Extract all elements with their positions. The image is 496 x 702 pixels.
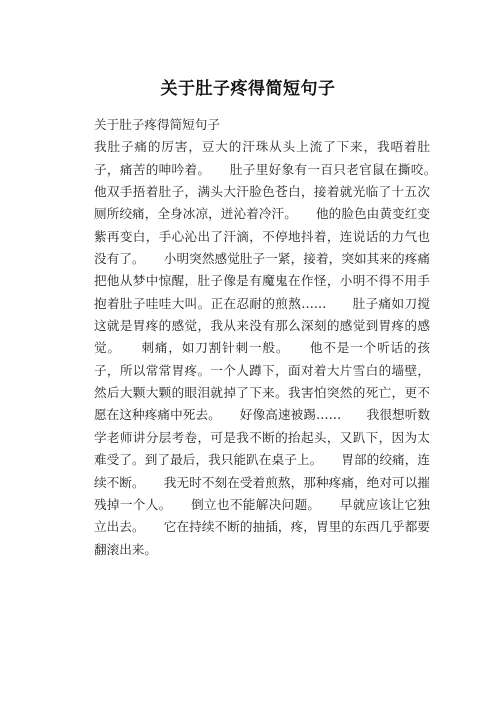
document-subtitle: 关于肚子疼得简短句子 [94, 117, 220, 132]
document-title: 关于肚子疼得简短句子 [160, 79, 336, 99]
document-body [94, 114, 456, 561]
body-paragraph: 我肚子痛的厉害，豆大的汗珠从头上流了下来，我唔着肚子，痛苦的呻吟着。 肚子里好象有一百只老官鼠在撕咬。 他双手捂着肚子，满头大汗脸色苍白，接着就光临了十五次厕所绞痛，全身冰凉，迸沁着冷汗。 他的脸色由黄变红变紫再变白，手心沁出了汗滴，不停地抖着，连说话的力气也没有了。 小明突然感觉肚子一紧，接着，突如其来的疼痛把他从梦中惊醒，肚子像是有魔鬼在作怪，小明不得不用手抱着肚子哇哇大叫。正在忍耐的煎熬…… 肚子痛如刀搅 这就是胃疼的感觉，我从来没有那么深刻的感觉到胃疼的感觉。 刺痛，如刀割针刺一般。 他不是一个听话的孩子，所以常常胃疼。一个人蹲下，面对着大片雪白的墙壁，然后大颗大颗的眼泪就掉了下来。我害怕突然的死亡，更不愿在这种疼痛中死去。 好像高速被踢…… 我很想听数学老师讲分层考卷，可是我不断的抬起头，又趴下，因为太难受了。到了最后，我只能趴在桌子上。 胃部的绞痛，连续不断。 我无时不刻在受着煎熬，那种疼痛，绝对可以摧残掉一个人。 倒立也不能解决问题。 早就应该让它独立出去。 它在持续不断的抽插，疼，胃里的东西几乎都要翻滚出来。 [94, 139, 456, 557]
